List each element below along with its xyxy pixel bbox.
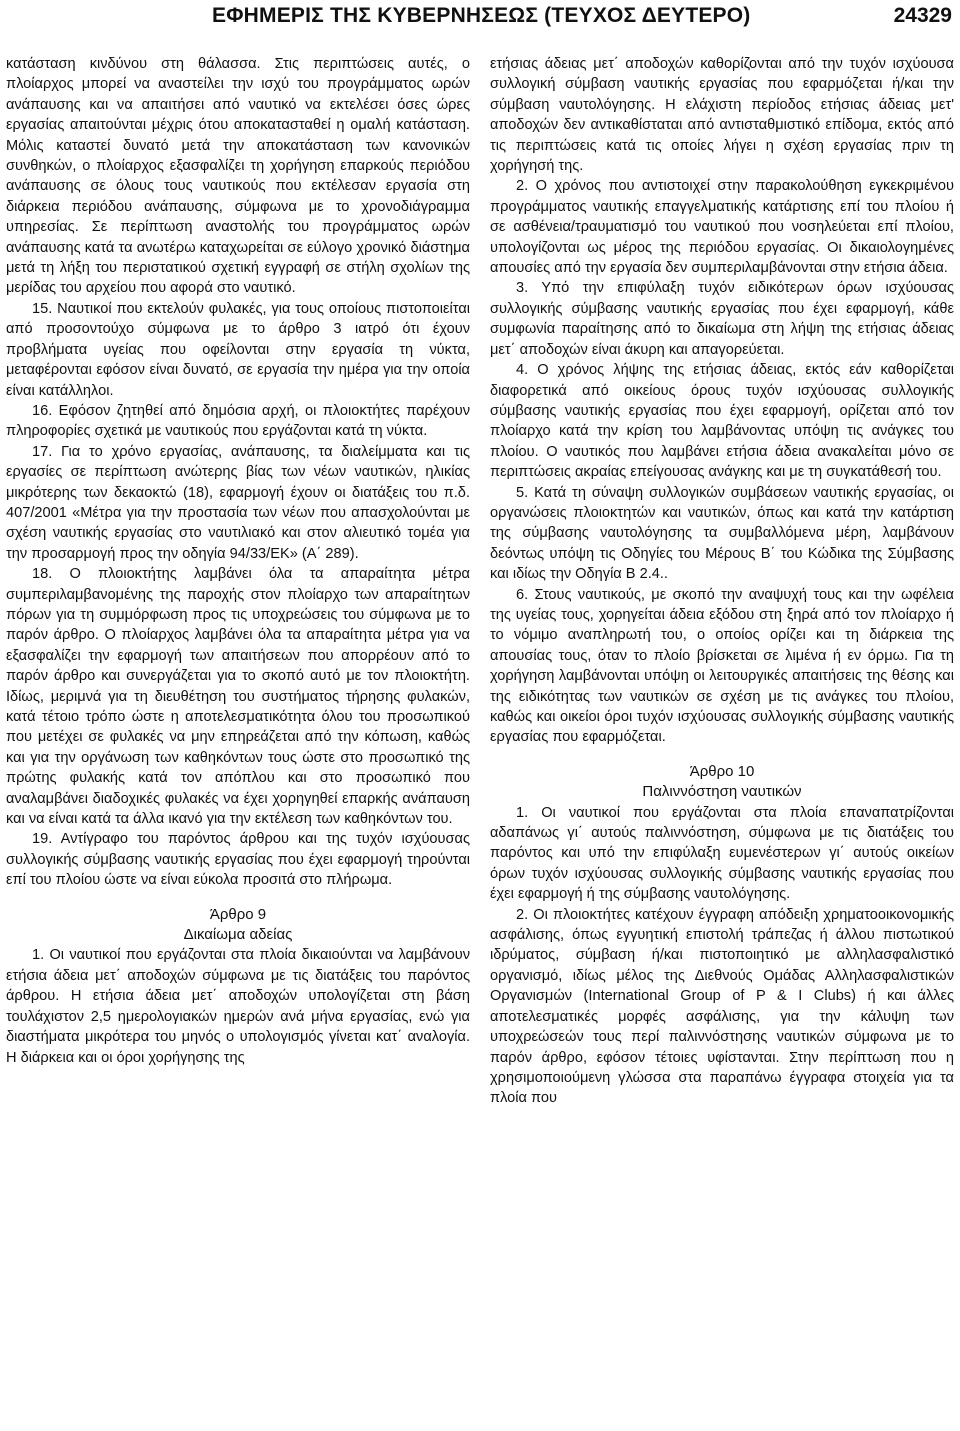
paragraph-19: 19. Αντίγραφο του παρόντος άρθρου και της τυχόν ισχύουσας συλλογικής σύμβασης ναυτικής εργασίας που έχει εφαρμογή τηρούνται επί του πλοίου ώστε να είναι εύκολα προσιτά στο πλήρωμα. [6,831,470,889]
article-9-title: Δικαίωμα αδείας [183,926,293,944]
article-9-paragraph-1: 1. Οι ναυτικοί που εργάζονται στα πλοία δικαιούνται να λαμβάνουν ετήσια άδεια μετ΄ αποδοχών σύμφωνα με τις διατάξεις του παρόντος άρθρου. Η ετήσια άδεια μετ΄ αποδοχών υπολογίζεται στη βάση τουλάχιστον 2,5 ημερολογιακών ημερών ανά μήνα εργασίας, ενώ για διαστήματα μικρότερα του μηνός ο υπολογισμός γίνεται κατ΄ αναλογία. Η διάρκεια και οι όροι χορήγησης της [6,947,470,1066]
article-9-paragraph-6: 6. Στους ναυτικούς, με σκοπό την αναψυχή τους και την ωφέλεια της υγείας τους, χορηγείται άδεια εξόδου στη ξηρά από τον πλοίαρχο ή το νόμιμο αναπληρωτή του, ο οποίος ορίζει και τη διάρκεια της απουσίας τους, όταν το πλοίο βρίσκεται σε λιμένα ή εν όρμω. Για τη χορήγηση λαμβάνονται υπόψη οι λειτουργικές απαιτήσεις της θέσης και της ειδικότητας των ναυτικών σε σχέση με τις ανάγκες του πλοίου, καθώς και οικείοι όροι τυχόν ισχύουσας συλλογικής σύμβασης ναυτικής εργασίας που εφαρμόζεται. [490,586,954,746]
paragraph-continuation-right: ετήσιας άδειας μετ΄ αποδοχών καθορίζονται από την τυχόν ισχύουσα συλλογική σύμβαση ναυτικής εργασίας που εφαρμόζεται ή/και την σύμβαση ναυτολόγησης. Η ελάχιστη περίοδος ετήσιας άδειας μετ' αποδοχών δεν αντικαθίσταται από αντισταθμιστικό επίδομα, εκτός από τις περιπτώσεις κατά τις οποίες λήγει η σχέση εργασίας πριν τη χορήγησή της. [490,56,954,175]
page-header [0,0,960,42]
article-9-paragraph-2: 2. Ο χρόνος που αντιστοιχεί στην παρακολούθηση εγκεκριμένου προγράμματος ναυτικής επαγγελματικής κατάρτισης επί του πλοίου ή σε ασθένεια/τραυματισμό του ναυτικού που νοσηλεύεται επί πλοίου, υπολογίζονται ως μέρος της περιόδου εργασίας. Οι δικαιολογημένες απουσίες από την εργασία δεν συμπεριλαμβάνονται στην ετήσια άδεια. [490,178,954,277]
paragraph-continuation: κατάσταση κινδύνου στη θάλασσα. Στις περιπτώσεις αυτές, ο πλοίαρχος μπορεί να αναστείλει την ισχύ του προγράμματος ωρών ανάπαυσης και να απαιτήσει από ναυτικό να εκτελέσει όσες ώρες εργασίας απαιτούνται μέχρις ότου αποκατασταθεί η ομαλή κατάσταση. Μόλις καταστεί δυνατό μετά την αποκατάσταση των κανονικών συνθηκών, ο πλοίαρχος εξασφαλίζει τη χορήγηση επαρκούς περιόδου ανάπαυσης σε όλους τους ναυτικούς που εκτέλεσαν εργασία στη διάρκεια περιόδου ανάπαυσης, σύμφωνα με το χρονοδιάγραμμα υπηρεσίας. Σε περίπτωση αναστολής του προγράμματος ωρών ανάπαυσης κατά τα ανωτέρω καταχωρείται σε εύλογο χρονικό διάστημα μετά τη λήξη του περιστατικού σχετική εγγραφή σε στήλη σχολίων της μερίδας του αρχείου που αφορά στο ναυτικό. [6,56,470,297]
paragraph-15: 15. Ναυτικοί που εκτελούν φυλακές, για τους οποίους πιστοποιείται από προσοντούχο σύμφωνα με το άρθρο 3 ιατρό ότι έχουν προβλήματα υγείας που οφείλονται στην εργασία τη νύκτα, μεταφέρονται εφόσον είναι δυνατό, σε εργασία την ημέρα για την οποία είναι κατάλληλοι. [6,300,470,399]
gazette-title: ΕΦΗΜΕΡΙΣ ΤΗΣ ΚΥΒΕΡΝΗΣΕΩΣ (ΤΕΥΧΟΣ ΔΕΥΤΕΡΟ) [212,4,751,27]
article-10-paragraph-1: 1. Οι ναυτικοί που εργάζονται στα πλοία επαναπατρίζονται αδαπάνως γι΄ αυτούς παλιννόστηση, σύμφωνα με τις διατάξεις του παρόντος και υπό την επιφύλαξη ευμενέστερων γι΄ αυτούς οικείων όρων τυχόν ισχύουσας συλλογικής σύμβασης ναυτικής εργασίας που έχει εφαρμογή ή της σύμβασης ναυτολόγησης. [490,804,954,903]
paragraph-16: 16. Εφόσον ζητηθεί από δημόσια αρχή, οι πλοιοκτήτες παρέχουν πληροφορίες σχετικά με ναυτικούς που εργάζονται κατά τη νύκτα. [6,402,470,440]
article-10-title: Παλιννόστηση ναυτικών [642,783,802,801]
left-column [6,54,470,1068]
article-9-paragraph-5: 5. Κατά τη σύναψη συλλογικών συμβάσεων ναυτικής εργασίας, οι οργανώσεις πλοιοκτητών και ναυτικών, όπως και κατά την κατάρτιση της σύμβασης ναυτολόγησης τα συμβαλλόμενα μέρη, λαμβάνουν δεόντως υπόψη τις Οδηγίες του Μέρους Β΄ του Κώδικα της Σύμβασης και ιδίως την Οδηγία Β 2.4.. [490,484,954,583]
article-10-paragraph-2: 2. Οι πλοιοκτήτες κατέχουν έγγραφη απόδειξη χρηματοοικονομικής ασφάλισης, όπως εγγυητική επιστολή τράπεζας ή άλλου πιστωτικού ιδρύματος, σύμβαση ή/και πιστοποιητικό με αλληλασφαλιστικό οργανισμό, ιδίως μέλος της Διεθνούς Ομάδας Αλληλασφαλιστικών Οργανισμών (International Group of P & I Clubs) ή και άλλες αποτελεσματικές μορφές ασφάλισης, για την κάλυψη των υποχρεώσεών τους περί παλιννόστησης ναυτικών σύμφωνα με το παρόν άρθρο, εφόσον τέτοιες υφίστανται. Στην περίπτωση που η χρησιμοποιούμενη γλώσσα στα παραπάνω έγγραφα στοιχεία για τα πλοία που [490,906,954,1107]
article-9-paragraph-3: 3. Υπό την επιφύλαξη τυχόν ειδικότερων όρων ισχύουσας συλλογικής σύμβασης ναυτικής εργασίας που έχει εφαρμογή, κάθε συμφωνία παραίτησης από το δικαίωμα στη λήψη της ετήσιας άδειας μετ΄ αποδοχών είναι άκυρη και απαγορεύεται. [490,280,954,358]
page-number: 24329 [893,4,952,27]
paragraph-17: 17. Για το χρόνο εργασίας, ανάπαυσης, τα διαλείμματα και τις εργασίες σε περίπτωση ανώτερης βίας των νέων ναυτικών, ηλικίας μικρότερης των δεκαοκτώ (18), εφαρμογή έχουν οι διατάξεις του π.δ. 407/2001 «Μέτρα για την προστασία των νέων που απασχολούνται με σχέση ναυτικής εργασίας στο ναυτιλιακό και στον αλιευτικό τομέα για την προσαρμογή προς την οδηγία 94/33/ΕΚ» (Α΄ 289). [6,443,470,562]
article-9-heading: Άρθρο 9 [209,905,267,923]
article-9-paragraph-4: 4. Ο χρόνος λήψης της ετήσιας άδειας, εκτός εάν καθορίζεται διαφορετικά από οικείους όρους τυχόν ισχύουσας συλλογικής σύμβασης ναυτικής εργασίας που έχει εφαρμογή, ορίζεται από τον πλοίαρχο κατά την κρίση του λαμβάνοντας υπόψη τις ανάγκες του πλοίου. Ο ναυτικός που λαμβάνει ετήσια άδεια ανακαλείται μόνο σε περιπτώσεις ακραίας επείγουσας ανάγκης και με τη συγκατάθεσή του. [490,362,954,481]
paragraph-18: 18. Ο πλοιοκτήτης λαμβάνει όλα τα απαραίτητα μέτρα συμπεριλαμβανομένης της παροχής στον πλοίαρχο των απαραίτητων πόρων για τη συμμόρφωση προς τις υποχρεώσεις του σύμφωνα με το παρόν άρθρο. Ο πλοίαρχος λαμβάνει όλα τα απαραίτητα μέτρα για να εξασφαλίζει την εφαρμογή των απαιτήσεων που απορρέουν από το παρόν άρθρο και συνεργάζεται για το σκοπό αυτό με τον πλοιοκτήτη. Ιδίως, μεριμνά για τη διευθέτηση του συστήματος τήρησης φυλακών, κατά τέτοιο τρόπο ώστε η αποτελεσματικότητα όλου του προσωπικού που μετέχει σε φυλακές να μην επηρεάζεται από την κόπωση, καθώς και για την οργάνωση των καθηκόντων τους ώστε στο προσωπικό της πρώτης φυλακής κατά τον απόπλου και στο προσωπικό που αναλαμβάνει διαδοχικές φυλακές να έχει χορηγηθεί επαρκής ανάπαυση και να είναι κατά τα άλλα ικανό για την εκτέλεση των καθηκόντων του. [6,566,470,828]
article-10-heading: Άρθρο 10 [689,762,755,780]
right-column [490,54,954,1109]
